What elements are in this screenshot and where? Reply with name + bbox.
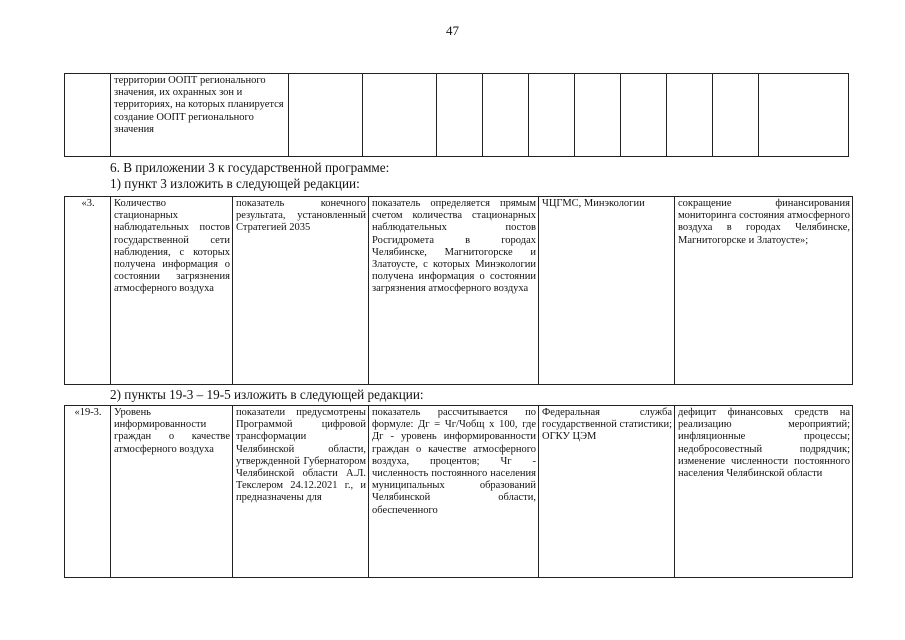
indicator-name: Количество стационарных наблюдательных постов государственной сети наблюдения, с которых получена информация о состоянии загрязнения атмосферного воздуха — [111, 197, 233, 385]
calculation-method: показатель рассчитывается по формуле: Дг = Чг/Чобщ х 100, где Дг - уровень информированности граждан о качестве атмосферного воздуха, процентов; Чг - численность постоянного населения муниципальных образований Челябинской области, обеспеченного — [369, 406, 539, 578]
section-6-heading: 6. В приложении 3 к государственной программе: — [110, 160, 390, 175]
row-number: «19-3. — [65, 406, 111, 578]
indicator-name: Уровень информированности граждан о качестве атмосферного воздуха — [111, 406, 233, 578]
table-row — [65, 197, 853, 385]
table-cell-name: территории ООПТ регионального значения, их охранных зон и территориях, на которых планируется создание ООПТ регионального значения — [111, 74, 289, 157]
responsible: Федеральная служба государственной статистики; ОГКУ ЦЭМ — [539, 406, 675, 578]
table-cell-empty — [65, 74, 111, 157]
page-number: 47 — [446, 23, 459, 38]
calculation-method: показатель определяется прямым счетом количества стационарных наблюдательных постов Росгидромета в городах Челябинске, Магнитогорске и Златоусте, с которых Минэкологии получена информация о состоянии загрязнения атмосферного воздуха — [369, 197, 539, 385]
table-row-19-3 — [64, 405, 853, 578]
table-fragment-top — [64, 73, 849, 157]
risks: сокращение финансирования мониторинга состояния атмосферного воздуха в городах Челябинске, Магнитогорске и Златоусте»; — [675, 197, 853, 385]
item-1-heading: 1) пункт 3 изложить в следующей редакции: — [110, 176, 360, 191]
row-number: «3. — [65, 197, 111, 385]
indicator-source: показатели предусмотрены Программой цифровой трансформации Челябинской области, утвержденной Губернатором Челябинской области А.Л. Текслером 24.12.2021 г., и предназначены для — [233, 406, 369, 578]
risks: дефицит финансовых средств на реализацию мероприятий; инфляционные процессы; недобросовестный подрядчик; изменение численности постоянного населения Челябинской области — [675, 406, 853, 578]
indicator-source: показатель конечного результата, установленный Стратегией 2035 — [233, 197, 369, 385]
responsible: ЧЦГМС, Минэкологии — [539, 197, 675, 385]
table-row — [65, 406, 853, 578]
table-row-3 — [64, 196, 853, 385]
item-2-heading: 2) пункты 19-3 – 19-5 изложить в следующей редакции: — [110, 387, 424, 402]
